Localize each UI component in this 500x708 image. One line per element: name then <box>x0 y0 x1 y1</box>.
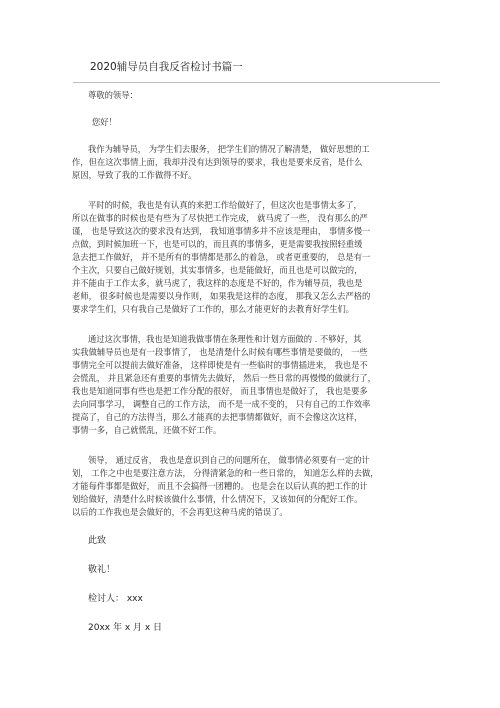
closing-text: 此致 <box>88 536 107 546</box>
paragraph-line: 点做，到时候加班一下，也是可以的，而且真的事情多，更是需要我按照轻重缓 <box>72 239 363 249</box>
paragraph-1 <box>72 143 424 182</box>
paragraph-line: 我也是知道同事有些也是把工作分配的很好， 而且事情也是做好了， 我也是要多 <box>72 386 368 396</box>
paragraph-line: 平时的时候，我也是有认真的来把工作给做好了，但这次也是事情太多了， <box>88 200 362 210</box>
paragraph-line: 所以在做事的时候也是有些为了尽快把工作完成， 就马虎了一些， 没有那么的严 <box>72 213 368 223</box>
paragraph-4 <box>72 454 424 519</box>
paragraph-line: 通过这次事情，我也是知道我做事情在条理性和计划方面做的 . 不够好，其 <box>88 334 362 344</box>
paragraph-line: 急去把工作做好， 并不是所有的事情都是那么的着急， 或者更重要的， 总是有一 <box>72 252 371 262</box>
signer-line: 检讨人： xxx <box>88 594 143 604</box>
greeting: 您好！ <box>92 117 117 127</box>
document-body <box>72 89 424 635</box>
paragraph-3 <box>72 333 424 437</box>
date-line: 20xx 年 x 月 x 日 <box>88 623 163 633</box>
salutation: 尊敬的领导： <box>88 90 138 100</box>
paragraph-line: 作，但在这次事情上面，我却并没有达到领导的要求，我也是要来反省，是什么 <box>72 157 363 167</box>
paragraph-line: 会慌乱， 并且紧急还有重要的事情先去做好， 然后一些日常的再慢慢的做就行了， <box>72 373 376 383</box>
paragraph-line: 领导， 通过反省， 我也是意识到自己的问题所在， 做事情必须要有一定的计 <box>88 455 370 465</box>
paragraph-line: 以后的工作我也是会做好的，不会再犯这种马虎的错误了。 <box>72 507 288 517</box>
paragraph-line: 实我做辅导员也是有一段事情了， 也是清楚什么时候有哪些事情是要做的， 一些 <box>72 347 368 357</box>
paragraph-line: 并不能由于工作太多，就马虎了，我这样的态度是不好的，作为辅导员，我也是 <box>72 278 363 288</box>
paragraph-line: 提高了，自己的方法得当，那么才能真的去把事情都做好，而不会像这次这样， <box>72 412 363 422</box>
paragraph-line: 事情完全可以提前去做好准备， 这样即使是有一些临时的事情插进来， 我也是不 <box>72 360 368 370</box>
paragraph-line: 事情一多，自己就慌乱，还做不好工作。 <box>72 425 222 435</box>
salute-text: 敬礼！ <box>88 565 116 575</box>
paragraph-line: 原因，导致了我的工作做得不好。 <box>72 170 197 180</box>
paragraph-line: 谨， 也是导致这次的要求没有达到， 我知道事情多并不应该是理由， 事情多慢一 <box>72 226 371 236</box>
header-divider <box>73 82 440 83</box>
paragraph-line: 个主次，只要自己做好规划，其实事情多，也是能做好，而且也是可以做完的， <box>72 265 363 275</box>
document-title: 2020辅导员自我反省检讨书篇一 <box>90 61 243 73</box>
paragraph-line: 才能每件事都是做好， 而且不会搞得一团糟的。 也是会在以后认真的把工作的计 <box>72 481 368 491</box>
paragraph-line: 划， 工作之中也是要注意方法， 分得清紧急的和一些日常的， 知道怎么样的去做， <box>72 468 379 478</box>
paragraph-line: 划给做好，清楚什么时候该做什么事情，什么情况下，又该如何的分配好工作。 <box>72 494 363 504</box>
paragraph-line: 老师， 很多时候也是需要以身作则， 如果我是这样的态度， 那我又怎么去严格的 <box>72 291 371 301</box>
paragraph-2 <box>72 199 424 316</box>
paragraph-line: 我作为辅导员， 为学生们去服务， 把学生们的情况了解清楚， 做好思想的工 <box>88 144 370 154</box>
paragraph-line: 去向同事学习， 调整自己的工作方法， 而不是一成不变的， 只有自己的工作效率 <box>72 399 371 409</box>
paragraph-line: 要求学生们，只有我自己是做好了工作的，那么才能更好的去教育好学生们。 <box>72 304 355 314</box>
